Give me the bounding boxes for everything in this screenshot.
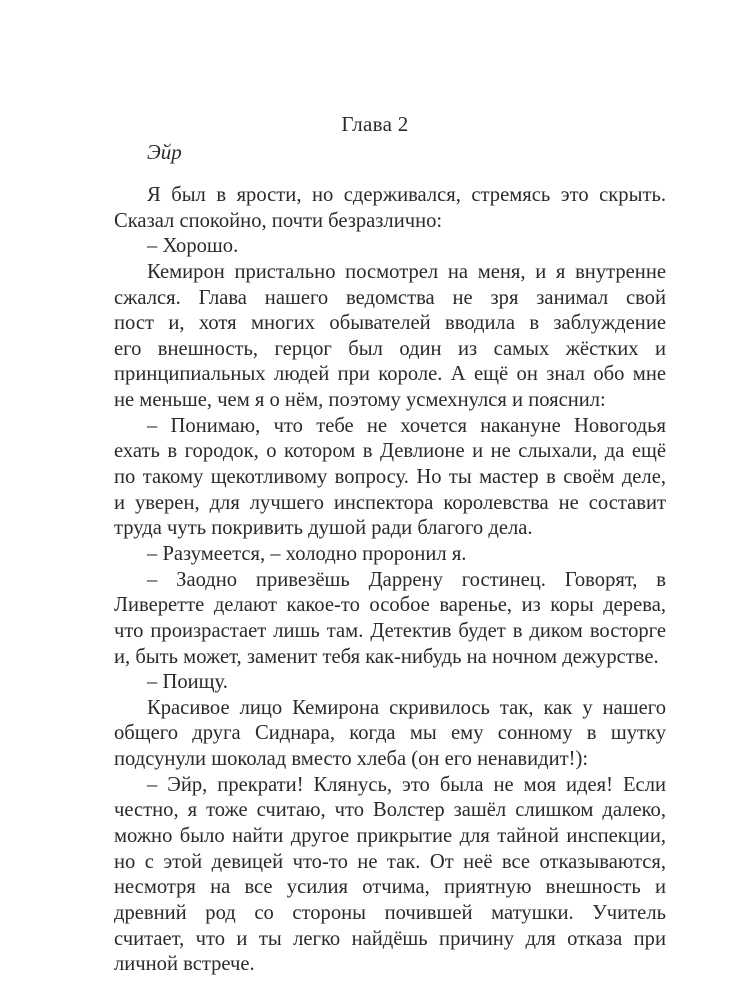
text-line: – Поищу. [147, 671, 228, 694]
chapter-body-text [114, 183, 666, 978]
text-line: древний род со стороны почившей матушки. Учитель [114, 901, 666, 924]
text-line: – Хорошо. [147, 235, 239, 258]
text-line: труда чуть покривить душой ради благого дела. [114, 517, 533, 540]
chapter-title: Глава 2 [341, 112, 409, 136]
text-line: – Понимаю, что тебе не хочется накануне Новогодья [147, 414, 666, 437]
text-line: подсунули шоколад вместо хлеба (он его ненавидит!): [114, 748, 589, 771]
text-line: ехать в городок, о котором в Девлионе и не слыхали, да ещё [114, 440, 666, 463]
text-line: несмотря на все усилия отчима, приятную внешность и [114, 876, 666, 899]
text-line: можно было найти другое прикрытие для тайной инспекции, [114, 825, 666, 848]
text-line: по такому щекотливому вопросу. Но ты мастер в своём деле, [114, 466, 666, 489]
pov-character-name: Эйр [147, 140, 182, 164]
text-line: Ливеретте делают какое-то особое варенье, из коры дерева, [114, 594, 666, 617]
text-line: и уверен, для лучшего инспектора королевства не составит [114, 491, 666, 514]
text-line: считает, что и ты легко найдёшь причину для отказа при [114, 927, 666, 950]
text-line: личной встрече. [114, 953, 255, 976]
text-line: Кемирон пристально посмотрел на меня, и я внутренне [147, 260, 666, 283]
text-line: честно, я тоже считаю, что Волстер зашёл слишком далеко, [114, 799, 666, 822]
text-line: Сказал спокойно, почти безразлично: [114, 209, 443, 232]
text-line: и, быть может, заменит тебя как-нибудь на ночном дежурстве. [114, 645, 659, 668]
text-line: но с этой девицей что-то не так. От неё все отказываются, [114, 850, 666, 873]
text-line: не меньше, чем я о нём, поэтому усмехнулся и пояснил: [114, 389, 606, 412]
text-line: Я был в ярости, но сдерживался, стремясь это скрыть. [147, 184, 666, 206]
text-line: его внешность, герцог был один из самых жёстких и [114, 337, 666, 360]
text-line: пост и, хотя многих обывателей вводила в заблуждение [114, 312, 666, 335]
text-line: Красивое лицо Кемирона скривилось так, как у нашего [147, 696, 666, 719]
text-line: принципиальных людей при короле. А ещё он знал обо мне [114, 363, 666, 386]
text-line: сжался. Глава нашего ведомства не зря занимал свой [114, 286, 666, 309]
text-line: – Разумеется, – холодно проронил я. [147, 542, 467, 565]
text-line: – Эйр, прекрати! Клянусь, это была не моя идея! Если [147, 773, 666, 796]
text-line: – Заодно привезёшь Даррену гостинец. Говорят, в [147, 568, 666, 591]
text-line: что произрастает лишь там. Детектив будет в диком восторге [114, 619, 666, 642]
text-line: общего друга Сиднара, когда мы ему сонному в шутку [114, 722, 666, 745]
